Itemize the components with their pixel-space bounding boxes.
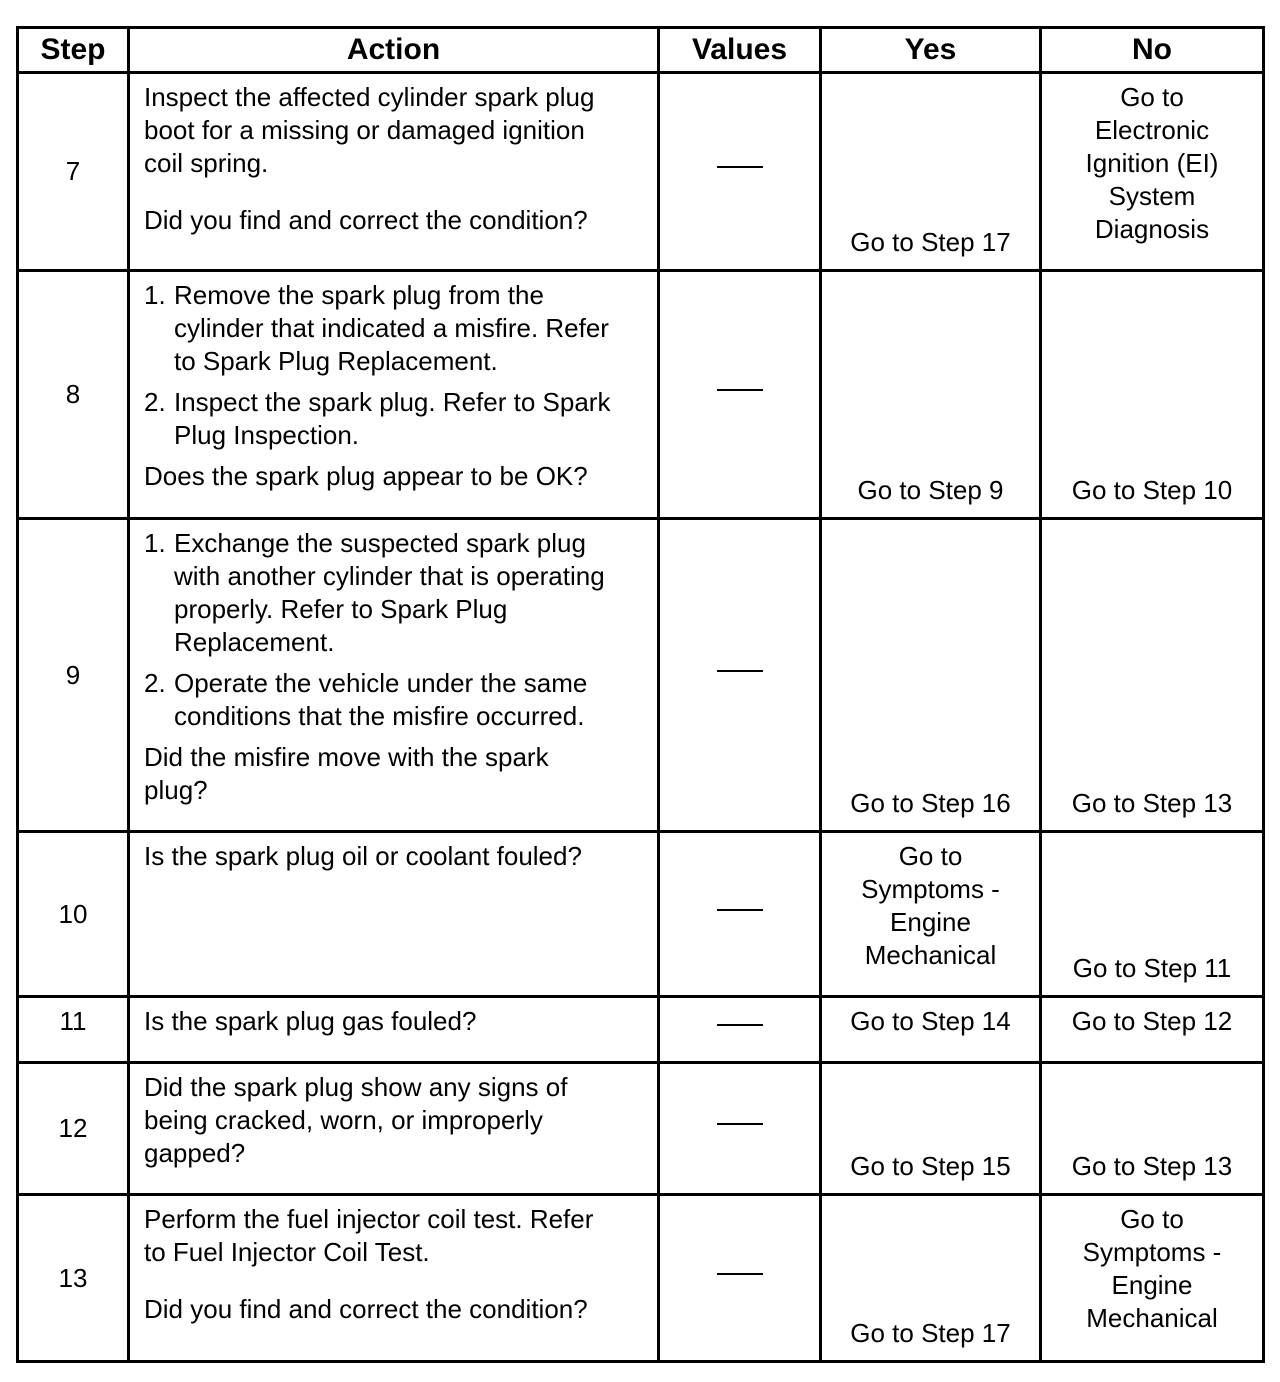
action-cell xyxy=(129,271,659,519)
yes-text: Go to Symptoms - Engine Mechanical xyxy=(861,841,1000,970)
no-cell xyxy=(1041,73,1264,271)
yes-cell xyxy=(821,271,1041,519)
yes-text: Go to Step 9 xyxy=(857,475,1004,505)
empty-value-dash xyxy=(717,1024,763,1026)
step-number: 13 xyxy=(18,1195,129,1362)
action-question: Does the spark plug appear to be OK? xyxy=(144,461,588,491)
no-cell xyxy=(1041,832,1264,997)
step-number: 7 xyxy=(18,73,129,271)
step-number: 9 xyxy=(18,519,129,832)
list-item-text: Exchange the suspected spark plug with another cylinder that is operating properly. Refer to Spark Plug Replacement. xyxy=(174,528,605,657)
action-cell xyxy=(129,519,659,832)
action-text: Is the spark plug gas fouled? xyxy=(144,1006,477,1036)
values-cell xyxy=(659,832,821,997)
list-item-number: 2. xyxy=(144,668,166,698)
yes-text: Go to Step 14 xyxy=(850,1006,1011,1036)
step-number: 11 xyxy=(18,997,129,1063)
list-item-number: 1. xyxy=(144,280,166,310)
empty-value-dash xyxy=(717,1123,763,1125)
list-item-number: 2. xyxy=(144,387,166,417)
values-cell xyxy=(659,1195,821,1362)
table-row-step-7 xyxy=(18,73,1264,271)
list-item-text: Remove the spark plug from the cylinder that indicated a misfire. Refer to Spark Plug Replacement. xyxy=(174,280,609,376)
yes-cell xyxy=(821,832,1041,997)
no-text: Go to Step 13 xyxy=(1071,1151,1233,1181)
action-cell xyxy=(129,1063,659,1195)
yes-text: Go to Step 15 xyxy=(850,1151,1011,1181)
no-cell xyxy=(1041,1063,1264,1195)
yes-cell xyxy=(821,73,1041,271)
table-row-step-9 xyxy=(18,519,1264,832)
header-row xyxy=(18,28,1264,73)
no-text: Go to Step 10 xyxy=(1071,475,1233,505)
empty-value-dash xyxy=(717,389,763,391)
no-cell xyxy=(1041,997,1264,1063)
yes-text: Go to Step 17 xyxy=(850,1318,1011,1348)
action-text: Is the spark plug oil or coolant fouled? xyxy=(144,841,582,871)
action-steps-list xyxy=(144,527,643,733)
header-step: Step xyxy=(18,28,129,73)
action-steps-list xyxy=(144,279,643,452)
list-item-text: Operate the vehicle under the same conditions that the misfire occurred. xyxy=(174,668,588,731)
table-row-step-12 xyxy=(18,1063,1264,1195)
action-question: Did you find and correct the condition? xyxy=(144,205,588,235)
list-item-text: Inspect the spark plug. Refer to Spark Plug Inspection. xyxy=(174,387,611,450)
list-item xyxy=(144,667,643,733)
table-row-step-11 xyxy=(18,997,1264,1063)
no-cell xyxy=(1041,519,1264,832)
step-number: 10 xyxy=(18,832,129,997)
empty-value-dash xyxy=(717,1273,763,1275)
yes-cell xyxy=(821,1063,1041,1195)
no-text: Go to Step 13 xyxy=(1071,788,1233,818)
no-text: Go to Electronic Ignition (EI) System Diagnosis xyxy=(1085,82,1219,244)
header-yes: Yes xyxy=(821,28,1041,73)
action-cell xyxy=(129,997,659,1063)
yes-cell xyxy=(821,997,1041,1063)
action-text: Did the spark plug show any signs of being cracked, worn, or improperly gapped? xyxy=(144,1072,568,1168)
yes-text: Go to Step 16 xyxy=(850,788,1011,818)
action-question: Did the misfire move with the spark plug? xyxy=(144,742,549,805)
list-item xyxy=(144,279,643,378)
table-row-step-13 xyxy=(18,1195,1264,1362)
yes-text: Go to Step 17 xyxy=(850,227,1011,257)
list-item xyxy=(144,386,643,452)
header-values: Values xyxy=(659,28,821,73)
empty-value-dash xyxy=(717,166,763,168)
action-cell xyxy=(129,1195,659,1362)
diagnostic-table xyxy=(16,26,1265,1363)
values-cell xyxy=(659,519,821,832)
yes-cell xyxy=(821,1195,1041,1362)
action-cell xyxy=(129,73,659,271)
values-cell xyxy=(659,73,821,271)
list-item-number: 1. xyxy=(144,528,166,558)
no-text: Go to Symptoms - Engine Mechanical xyxy=(1082,1204,1222,1333)
action-cell xyxy=(129,832,659,997)
table-row-step-10 xyxy=(18,832,1264,997)
values-cell xyxy=(659,1063,821,1195)
values-cell xyxy=(659,997,821,1063)
action-question: Did you find and correct the condition? xyxy=(144,1294,588,1324)
yes-cell xyxy=(821,519,1041,832)
empty-value-dash xyxy=(717,670,763,672)
no-text: Go to Step 11 xyxy=(1072,953,1232,983)
empty-value-dash xyxy=(717,909,763,911)
list-item xyxy=(144,527,643,659)
no-cell xyxy=(1041,1195,1264,1362)
no-cell xyxy=(1041,271,1264,519)
values-cell xyxy=(659,271,821,519)
header-action: Action xyxy=(129,28,659,73)
table-row-step-8 xyxy=(18,271,1264,519)
header-no: No xyxy=(1041,28,1264,73)
action-text: Inspect the affected cylinder spark plug boot for a missing or damaged ignition coil spring. xyxy=(144,82,595,178)
step-number: 8 xyxy=(18,271,129,519)
step-number: 12 xyxy=(18,1063,129,1195)
action-text: Perform the fuel injector coil test. Refer to Fuel Injector Coil Test. xyxy=(144,1204,594,1267)
no-text: Go to Step 12 xyxy=(1071,1006,1233,1036)
